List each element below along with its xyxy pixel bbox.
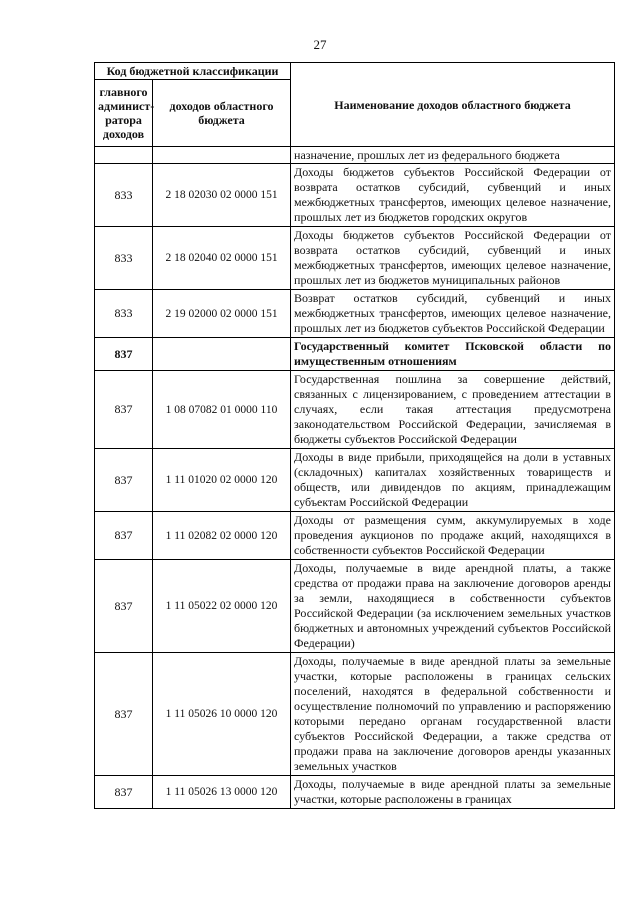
admin-code-cell: 837 <box>95 512 153 560</box>
revenue-name-cell: Доходы, получаемые в виде арендной платы за земельные участки, которые расположены в границах сельских поселений, находятся в федеральной собственности и осуществление полномочий по управлению и распоряжению которыми передано органам государственной власти субъектов Российской Федерации, а также средства от продажи права на заключение договоров аренды указанных земельных участков <box>291 653 615 776</box>
revenue-code-cell: 1 11 05026 10 0000 120 <box>153 653 291 776</box>
admin-code-cell: 837 <box>95 371 153 449</box>
revenue-code-cell: 1 11 02082 02 0000 120 <box>153 512 291 560</box>
revenue-name-cell: Государственная пошлина за совершение действий, связанных с лицензированием, с проведением аттестации в случаях, если такая аттестация предусмотрена законодательством Российской Федерации, зачисляемая в бюджеты субъектов Российской Федерации <box>291 371 615 449</box>
admin-code-cell: 837 <box>95 776 153 809</box>
admin-code-cell: 837 <box>95 653 153 776</box>
header-code: доходов областного бюджета <box>153 80 291 147</box>
revenue-name-cell: Доходы бюджетов субъектов Российской Федерации от возврата остатков субсидий, субвенций и иных межбюджетных трансфертов, имеющих целевое назначение, прошлых лет из бюджетов муниципальных районов <box>291 227 615 290</box>
admin-code-cell: 837 <box>95 449 153 512</box>
revenue-name-cell: Государственный комитет Псковской области по имущественным отношениям <box>291 338 615 371</box>
continuation-code-cell <box>153 147 291 164</box>
admin-code-cell: 833 <box>95 164 153 227</box>
revenue-code-cell: 2 18 02040 02 0000 151 <box>153 227 291 290</box>
table-row <box>95 776 615 809</box>
continuation-name-cell: назначение, прошлых лет из федерального бюджета <box>291 147 615 164</box>
revenue-name-cell: Доходы от размещения сумм, аккумулируемых в ходе проведения аукционов по продаже акций, находящихся в собственности субъектов Российской Федерации <box>291 512 615 560</box>
table-row <box>95 560 615 653</box>
table-row <box>95 653 615 776</box>
revenue-name-cell: Доходы в виде прибыли, приходящейся на доли в уставных (складочных) капиталах хозяйственных товариществ и обществ, или дивидендов по акциям, принадлежащим субъектам Российской Федерации <box>291 449 615 512</box>
table-row <box>95 371 615 449</box>
revenue-code-cell: 2 19 02000 02 0000 151 <box>153 290 291 338</box>
table-row <box>95 512 615 560</box>
table-row <box>95 449 615 512</box>
table-row <box>95 290 615 338</box>
revenue-code-cell: 1 11 05026 13 0000 120 <box>153 776 291 809</box>
table-row <box>95 227 615 290</box>
revenue-code-cell: 2 18 02030 02 0000 151 <box>153 164 291 227</box>
table-row-continuation <box>95 147 615 164</box>
admin-code-cell: 833 <box>95 290 153 338</box>
revenue-code-cell <box>153 338 291 371</box>
revenue-name-cell: Доходы, получаемые в виде арендной платы, а также средства от продажи права на заключение договоров аренды за земли, находящиеся в собственности субъектов Российской Федерации (за исключением земельных участков бюджетных и автономных учреждений субъектов Российской Федерации) <box>291 560 615 653</box>
page-number: 27 <box>313 37 327 52</box>
table-row <box>95 338 615 371</box>
budget-classification-table <box>94 62 615 809</box>
table-row <box>95 164 615 227</box>
header-group-budget-code: Код бюджетной классификации <box>95 63 291 80</box>
revenue-code-cell: 1 11 01020 02 0000 120 <box>153 449 291 512</box>
revenue-name-cell: Доходы, получаемые в виде арендной платы за земельные участки, которые расположены в границах <box>291 776 615 809</box>
revenue-name-cell: Доходы бюджетов субъектов Российской Федерации от возврата остатков субсидий, субвенций и иных межбюджетных трансфертов, имеющих целевое назначение, прошлых лет из бюджетов городских округов <box>291 164 615 227</box>
header-name: Наименование доходов областного бюджета <box>291 63 615 147</box>
admin-code-cell: 837 <box>95 338 153 371</box>
header-admin: главного админист-ратора доходов <box>95 80 153 147</box>
revenue-code-cell: 1 08 07082 01 0000 110 <box>153 371 291 449</box>
revenue-name-cell: Возврат остатков субсидий, субвенций и иных межбюджетных трансфертов, имеющих целевое назначение, прошлых лет из бюджетов субъектов Российской Федерации <box>291 290 615 338</box>
admin-code-cell: 833 <box>95 227 153 290</box>
revenue-code-cell: 1 11 05022 02 0000 120 <box>153 560 291 653</box>
admin-code-cell: 837 <box>95 560 153 653</box>
continuation-admin-cell <box>95 147 153 164</box>
